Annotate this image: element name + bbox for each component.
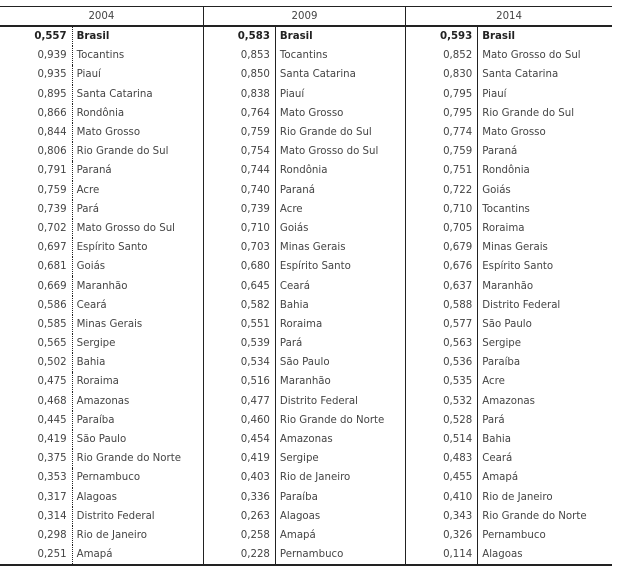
- index-value-cell: 0,866: [37, 107, 67, 119]
- state-name-cell: Acre: [72, 181, 203, 200]
- state-name-cell: Distrito Federal: [72, 507, 203, 526]
- index-value-cell: 0,263: [203, 507, 275, 526]
- table-row: [0, 545, 612, 565]
- state-name-cell: Tocantins: [478, 200, 612, 219]
- state-name-cell: Tocantins: [275, 46, 405, 65]
- index-value-cell: 0,460: [203, 411, 275, 430]
- index-value-cell: 0,754: [203, 142, 275, 161]
- table-row: [0, 353, 612, 372]
- state-name-cell: Distrito Federal: [275, 392, 405, 411]
- state-name-cell: Sergipe: [72, 334, 203, 353]
- index-value-cell: 0,477: [203, 392, 275, 411]
- state-name-cell: Amapá: [275, 526, 405, 545]
- table-row: [0, 257, 612, 276]
- index-value-cell: 0,454: [203, 430, 275, 449]
- index-value-cell: 0,853: [203, 46, 275, 65]
- index-value-cell: 0,375: [37, 453, 67, 465]
- state-name-cell: Alagoas: [478, 545, 612, 565]
- state-name-cell: Piauí: [72, 65, 203, 84]
- index-value-cell: 0,759: [406, 142, 478, 161]
- index-value-cell: 0,343: [406, 507, 478, 526]
- index-value-cell: 0,844: [37, 127, 67, 139]
- index-value-cell: 0,228: [203, 545, 275, 565]
- state-name-cell: Bahia: [275, 296, 405, 315]
- state-name-cell: Acre: [478, 372, 612, 391]
- state-name-cell: Pernambuco: [72, 468, 203, 487]
- table-row: [0, 104, 612, 123]
- table-row: [0, 181, 612, 200]
- index-value-cell: 0,577: [406, 315, 478, 334]
- state-name-cell: Maranhão: [478, 276, 612, 295]
- state-name-cell: São Paulo: [72, 430, 203, 449]
- state-name-cell: Rondônia: [275, 161, 405, 180]
- state-name-cell: Rondônia: [72, 104, 203, 123]
- index-value-cell: 0,410: [406, 488, 478, 507]
- header-year-2004: 2004: [0, 7, 203, 27]
- state-name-cell: Mato Grosso: [275, 104, 405, 123]
- index-value-cell: 0,586: [37, 299, 67, 311]
- index-value-cell: 0,774: [406, 123, 478, 142]
- state-name-cell: Mato Grosso do Sul: [275, 142, 405, 161]
- table-row: [0, 123, 612, 142]
- index-value-cell: 0,703: [203, 238, 275, 257]
- state-name-cell: Rio Grande do Sul: [275, 123, 405, 142]
- state-name-cell: Paraná: [275, 181, 405, 200]
- state-name-cell: Rio Grande do Sul: [478, 104, 612, 123]
- index-value-cell: 0,532: [406, 392, 478, 411]
- state-name-cell: Pernambuco: [275, 545, 405, 565]
- index-value-cell: 0,514: [406, 430, 478, 449]
- state-name-cell: Piauí: [478, 85, 612, 104]
- ranking-table-container: [0, 6, 612, 566]
- state-name-cell: Sergipe: [275, 449, 405, 468]
- state-name-cell: Goiás: [275, 219, 405, 238]
- table-body: [0, 26, 612, 565]
- index-value-cell: 0,336: [203, 488, 275, 507]
- table-row: [0, 65, 612, 84]
- index-value-cell: 0,593: [406, 26, 478, 46]
- index-value-cell: 0,676: [406, 257, 478, 276]
- state-name-cell: Santa Catarina: [72, 85, 203, 104]
- state-name-cell: Pará: [275, 334, 405, 353]
- state-name-cell: Acre: [275, 200, 405, 219]
- index-value-cell: 0,557: [34, 31, 67, 43]
- state-name-cell: Ceará: [72, 296, 203, 315]
- state-name-cell: Maranhão: [275, 372, 405, 391]
- index-value-cell: 0,637: [406, 276, 478, 295]
- state-name-cell: Minas Gerais: [72, 315, 203, 334]
- index-value-cell: 0,852: [406, 46, 478, 65]
- state-name-cell: Amazonas: [72, 392, 203, 411]
- state-name-cell: Roraima: [72, 372, 203, 391]
- table-row: [0, 372, 612, 391]
- table-row: [0, 468, 612, 487]
- index-value-cell: 0,468: [37, 395, 67, 407]
- index-value-cell: 0,536: [406, 353, 478, 372]
- index-value-cell: 0,314: [37, 510, 67, 522]
- index-value-cell: 0,317: [37, 491, 67, 503]
- state-name-cell: Amapá: [72, 545, 203, 565]
- index-value-cell: 0,251: [0, 545, 72, 565]
- index-value-cell: 0,759: [203, 123, 275, 142]
- state-name-cell: Goiás: [72, 257, 203, 276]
- index-value-cell: 0,583: [203, 26, 275, 46]
- index-value-cell: 0,710: [203, 219, 275, 238]
- table-row: [0, 334, 612, 353]
- state-name-cell: Ceará: [275, 276, 405, 295]
- state-name-cell: Rio Grande do Norte: [72, 449, 203, 468]
- table-row: [0, 315, 612, 334]
- table-row: [0, 411, 612, 430]
- index-value-cell: 0,795: [406, 104, 478, 123]
- index-value-cell: 0,850: [203, 65, 275, 84]
- index-value-cell: 0,739: [203, 200, 275, 219]
- state-name-cell: Mato Grosso do Sul: [478, 46, 612, 65]
- state-name-cell: Minas Gerais: [478, 238, 612, 257]
- state-name-cell: Ceará: [478, 449, 612, 468]
- ranking-table: [0, 6, 612, 566]
- state-name-cell: Rio de Janeiro: [275, 468, 405, 487]
- table-row: [0, 200, 612, 219]
- table-row: [0, 507, 612, 526]
- state-name-cell: Pará: [72, 200, 203, 219]
- state-name-cell: Paraíba: [275, 488, 405, 507]
- table-row: [0, 238, 612, 257]
- index-value-cell: 0,740: [203, 181, 275, 200]
- index-value-cell: 0,739: [37, 203, 67, 215]
- index-value-cell: 0,445: [37, 414, 67, 426]
- state-name-cell: Espírito Santo: [478, 257, 612, 276]
- state-name-cell: Rio de Janeiro: [478, 488, 612, 507]
- index-value-cell: 0,565: [37, 338, 67, 350]
- state-name-cell: Brasil: [478, 26, 612, 46]
- index-value-cell: 0,705: [406, 219, 478, 238]
- state-name-cell: São Paulo: [275, 353, 405, 372]
- index-value-cell: 0,697: [37, 242, 67, 254]
- index-value-cell: 0,681: [37, 261, 67, 273]
- state-name-cell: Alagoas: [275, 507, 405, 526]
- table-row: [0, 392, 612, 411]
- index-value-cell: 0,806: [37, 146, 67, 158]
- header-year-2009: 2009: [203, 7, 405, 27]
- state-name-cell: Maranhão: [72, 276, 203, 295]
- state-name-cell: Amazonas: [275, 430, 405, 449]
- state-name-cell: Distrito Federal: [478, 296, 612, 315]
- index-value-cell: 0,298: [37, 529, 67, 541]
- index-value-cell: 0,795: [406, 85, 478, 104]
- state-name-cell: Bahia: [72, 353, 203, 372]
- index-value-cell: 0,403: [203, 468, 275, 487]
- index-value-cell: 0,582: [203, 296, 275, 315]
- state-name-cell: Amapá: [478, 468, 612, 487]
- state-name-cell: Roraima: [275, 315, 405, 334]
- table-row: [0, 449, 612, 468]
- index-value-cell: 0,516: [203, 372, 275, 391]
- index-value-cell: 0,563: [406, 334, 478, 353]
- table-row: [0, 276, 612, 295]
- index-value-cell: 0,680: [203, 257, 275, 276]
- index-value-cell: 0,585: [37, 318, 67, 330]
- state-name-cell: Roraima: [478, 219, 612, 238]
- state-name-cell: Mato Grosso: [72, 123, 203, 142]
- index-value-cell: 0,722: [406, 181, 478, 200]
- state-name-cell: Pernambuco: [478, 526, 612, 545]
- index-value-cell: 0,939: [37, 50, 67, 62]
- table-row: [0, 46, 612, 65]
- index-value-cell: 0,535: [406, 372, 478, 391]
- state-name-cell: Rio de Janeiro: [72, 526, 203, 545]
- state-name-cell: Pará: [478, 411, 612, 430]
- state-name-cell: Mato Grosso: [478, 123, 612, 142]
- index-value-cell: 0,895: [37, 88, 67, 100]
- table-row: [0, 430, 612, 449]
- state-name-cell: Amazonas: [478, 392, 612, 411]
- index-value-cell: 0,679: [406, 238, 478, 257]
- state-name-cell: Espírito Santo: [275, 257, 405, 276]
- index-value-cell: 0,534: [203, 353, 275, 372]
- header-year-2014: 2014: [406, 7, 612, 27]
- index-value-cell: 0,830: [406, 65, 478, 84]
- table-row: [0, 26, 612, 46]
- state-name-cell: Tocantins: [72, 46, 203, 65]
- index-value-cell: 0,258: [203, 526, 275, 545]
- state-name-cell: Paraíba: [478, 353, 612, 372]
- index-value-cell: 0,710: [406, 200, 478, 219]
- index-value-cell: 0,838: [203, 85, 275, 104]
- index-value-cell: 0,588: [406, 296, 478, 315]
- table-row: [0, 488, 612, 507]
- index-value-cell: 0,935: [37, 69, 67, 81]
- state-name-cell: Espírito Santo: [72, 238, 203, 257]
- index-value-cell: 0,455: [406, 468, 478, 487]
- index-value-cell: 0,759: [37, 184, 67, 196]
- state-name-cell: Piauí: [275, 85, 405, 104]
- table-row: [0, 85, 612, 104]
- state-name-cell: Paraná: [478, 142, 612, 161]
- table-row: [0, 526, 612, 545]
- index-value-cell: 0,791: [37, 165, 67, 177]
- index-value-cell: 0,326: [406, 526, 478, 545]
- header-row: [0, 7, 612, 27]
- index-value-cell: 0,645: [203, 276, 275, 295]
- index-value-cell: 0,669: [37, 280, 67, 292]
- state-name-cell: Paraíba: [72, 411, 203, 430]
- index-value-cell: 0,744: [203, 161, 275, 180]
- state-name-cell: Paraná: [72, 161, 203, 180]
- state-name-cell: Rio Grande do Norte: [275, 411, 405, 430]
- state-name-cell: Goiás: [478, 181, 612, 200]
- index-value-cell: 0,419: [37, 434, 67, 446]
- state-name-cell: Brasil: [72, 26, 203, 46]
- state-name-cell: Brasil: [275, 26, 405, 46]
- index-value-cell: 0,702: [37, 222, 67, 234]
- index-value-cell: 0,528: [406, 411, 478, 430]
- index-value-cell: 0,764: [203, 104, 275, 123]
- state-name-cell: Rondônia: [478, 161, 612, 180]
- state-name-cell: São Paulo: [478, 315, 612, 334]
- index-value-cell: 0,353: [37, 472, 67, 484]
- index-value-cell: 0,502: [37, 357, 67, 369]
- state-name-cell: Minas Gerais: [275, 238, 405, 257]
- state-name-cell: Alagoas: [72, 488, 203, 507]
- state-name-cell: Santa Catarina: [275, 65, 405, 84]
- index-value-cell: 0,475: [37, 376, 67, 388]
- state-name-cell: Rio Grande do Norte: [478, 507, 612, 526]
- state-name-cell: Mato Grosso do Sul: [72, 219, 203, 238]
- table-row: [0, 296, 612, 315]
- table-row: [0, 161, 612, 180]
- index-value-cell: 0,419: [203, 449, 275, 468]
- table-row: [0, 219, 612, 238]
- index-value-cell: 0,551: [203, 315, 275, 334]
- state-name-cell: Santa Catarina: [478, 65, 612, 84]
- table-row: [0, 142, 612, 161]
- state-name-cell: Bahia: [478, 430, 612, 449]
- state-name-cell: Rio Grande do Sul: [72, 142, 203, 161]
- index-value-cell: 0,539: [203, 334, 275, 353]
- index-value-cell: 0,114: [406, 545, 478, 565]
- index-value-cell: 0,483: [406, 449, 478, 468]
- state-name-cell: Sergipe: [478, 334, 612, 353]
- index-value-cell: 0,751: [406, 161, 478, 180]
